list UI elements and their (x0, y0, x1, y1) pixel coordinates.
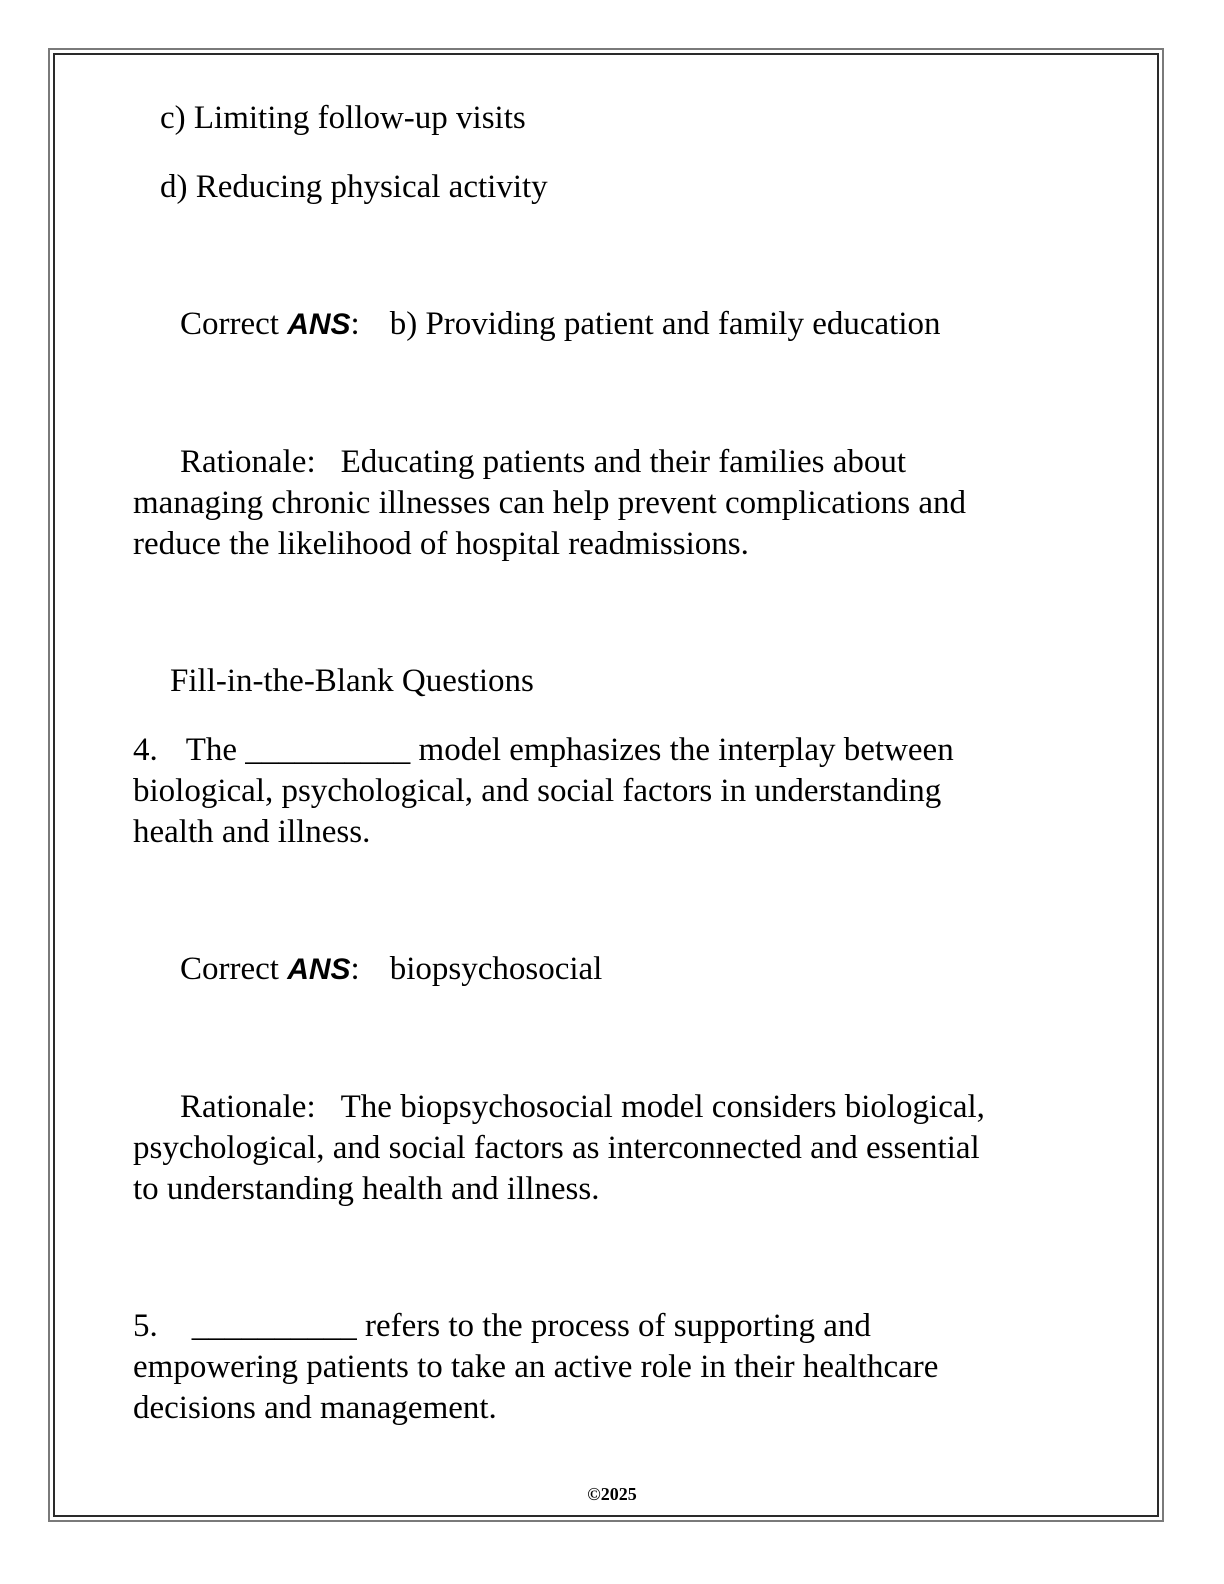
ans-label: ANS (287, 308, 351, 341)
question-text: __________ refers to the process of supporting and (191, 1308, 871, 1344)
answer-prefix: Correct (180, 306, 288, 342)
option-c: c) Limiting follow-up visits (160, 100, 526, 136)
question-text: The __________ model emphasizes the interplay between (185, 732, 954, 768)
answer-prefix: Correct (180, 951, 288, 987)
q4-line-3: health and illness. (133, 814, 371, 850)
q5-line-3: decisions and management. (133, 1390, 497, 1426)
q4-line-2: biological, psychological, and social factors in understanding (133, 773, 942, 809)
rationale-label: Rationale: (180, 444, 316, 480)
q4-correct-answer (180, 949, 602, 990)
ans-label: ANS (287, 953, 351, 986)
rationale-text: The biopsychosocial model considers biological, (340, 1089, 985, 1125)
q3-correct-answer (180, 304, 941, 345)
q4-line-1 (133, 730, 954, 771)
q5-line-1 (133, 1306, 871, 1347)
answer-text: biopsychosocial (389, 951, 603, 987)
q3-rationale-line-2: managing chronic illnesses can help prevent complications and (133, 485, 966, 521)
copyright-footer: ©2025 (587, 1484, 637, 1504)
rationale-label: Rationale: (180, 1089, 316, 1125)
q3-rationale-line-1 (180, 442, 906, 483)
question-number: 5. (133, 1308, 158, 1344)
option-d: d) Reducing physical activity (160, 169, 548, 205)
q5-line-2: empowering patients to take an active role in their healthcare (133, 1349, 939, 1385)
q4-rationale-line-1 (180, 1087, 985, 1128)
answer-colon: : (350, 306, 360, 342)
section-heading: Fill-in-the-Blank Questions (170, 663, 534, 699)
q4-rationale-line-3: to understanding health and illness. (133, 1171, 600, 1207)
answer-colon: : (350, 951, 360, 987)
answer-text: b) Providing patient and family education (389, 306, 941, 342)
question-number: 4. (133, 732, 158, 768)
rationale-text: Educating patients and their families about (340, 444, 907, 480)
q4-rationale-line-2: psychological, and social factors as interconnected and essential (133, 1130, 980, 1166)
q3-rationale-line-3: reduce the likelihood of hospital readmissions. (133, 526, 749, 562)
